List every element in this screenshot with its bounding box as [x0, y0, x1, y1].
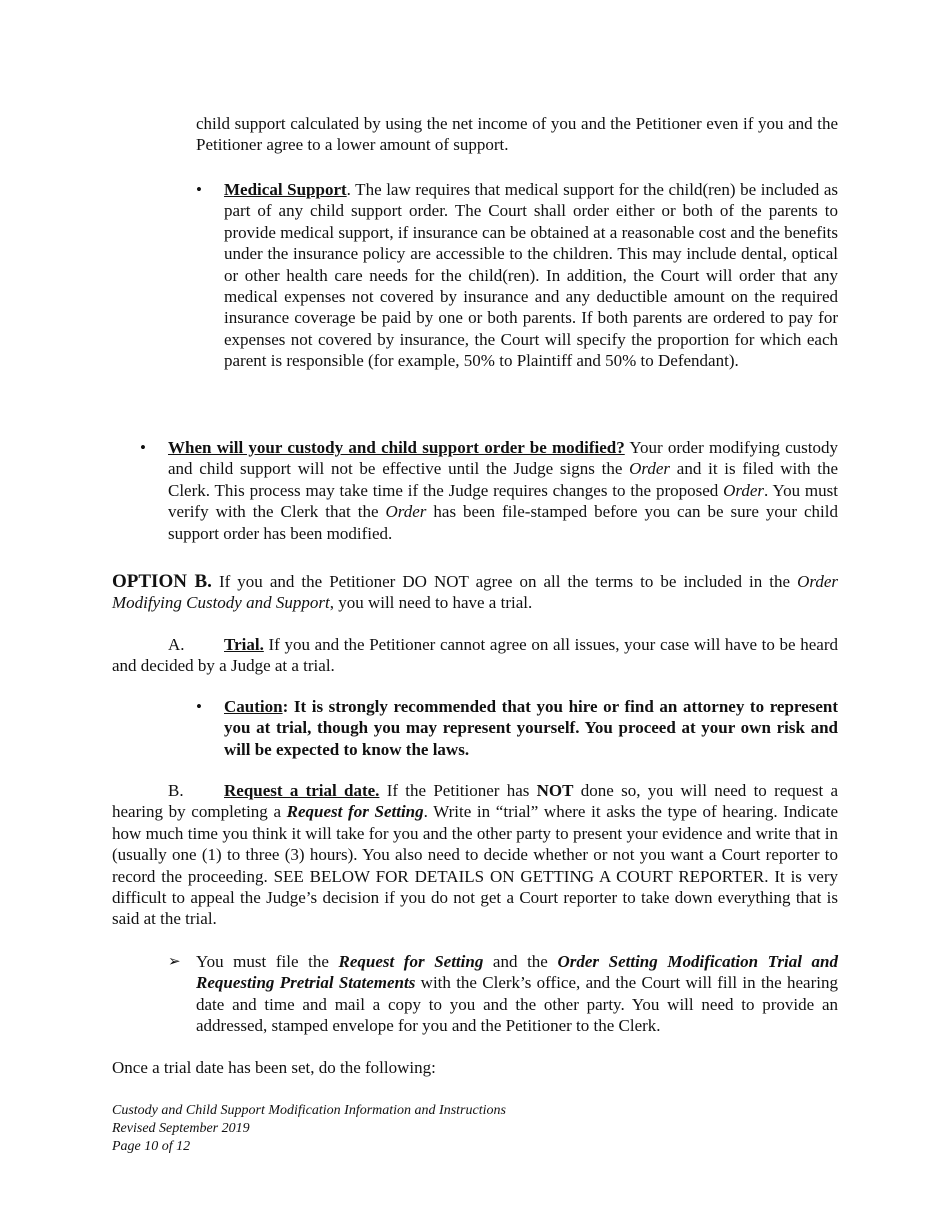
caution-paragraph: Caution: It is strongly recommended that you hire or find an attorney to represent you at trial, though you may represent yourself. You proceed at your own risk and will be expected to know the laws. — [224, 697, 838, 759]
section-b-letter: B. — [168, 781, 184, 800]
section-b-paragraph: Request a trial date. If the Petitioner has NOT done so, you will need to request a hearing by completing a Request for Setting. Write in “trial” where it asks the type of hearing. Indicate how much time you think it will take for you and the other party to present your evidence and write that in (usually one (1) to three (3) hours). You also need to decide whether or not you want a Court reporter to record the proceeding. SEE BELOW FOR DETAILS ON GETTING A COURT REPORTER. It is very difficult to appeal the Judge’s decision if you do not get a Court reporter to take down everything that is said at the trial. — [112, 781, 838, 929]
file-note-paragraph: You must file the Request for Setting and the Order Setting Modification Trial and Requesting Pretrial Statements with the Clerk’s office, and the Court will fill in the hearing date and time and mail a copy to you and the other party. You will need to provide an addressed, stamped envelope for you and the Petitioner to the Clerk. — [196, 952, 839, 1036]
footer-title: Custody and Child Support Modification Information and Instructions — [112, 1103, 506, 1118]
section-a-paragraph: Trial. If you and the Petitioner cannot agree on all issues, your case will have to be heard and decided by a Judge at a trial. — [112, 635, 838, 676]
bullet-modified: • — [140, 438, 146, 457]
footer-revision: Revised September 2019 — [112, 1121, 250, 1136]
order-modified-paragraph: When will your custody and child support order be modified? Your order modifying custody and child support will not be effective until the Judge signs the Order and it is filed with the Clerk. This process may take time if the Judge requires changes to the proposed Order. You must verify with the Clerk that the Order has been file-stamped before you can be sure your child support order has been modified. — [168, 438, 838, 543]
caution-heading: Caution — [224, 697, 283, 716]
page-footer — [112, 1102, 506, 1156]
request-trial-date-heading: Request a trial date. — [224, 781, 380, 800]
option-b-heading: OPTION B. — [112, 571, 212, 592]
medical-support-heading: Medical Support — [224, 180, 347, 199]
section-a-letter: A. — [168, 635, 185, 654]
bullet-caution: • — [196, 697, 202, 716]
intro-paragraph: child support calculated by using the net income of you and the Petitioner even if you and the Petitioner agree to a lower amount of support. — [196, 114, 838, 155]
closing-line: Once a trial date has been set, do the following: — [112, 1058, 436, 1077]
trial-heading: Trial. — [224, 635, 264, 654]
medical-support-paragraph: Medical Support. The law requires that medical support for the child(ren) be included as part of any child support order. The Court shall order either or both of the parents to provide medical support, if insurance can be obtained at a reasonable cost and the benefits under the insurance policy are accessible to the children. This may include dental, optical or other health care needs for the child(ren). In addition, the Court will order that any medical expenses not covered by insurance and any deductible amount on the required insurance coverage be paid by one or both parents. If both parents are ordered to pay for expenses not covered by insurance, the Court will specify the proportion for which each parent is responsible (for example, 50% to Plaintiff and 50% to Defendant). — [224, 180, 839, 371]
arrow-bullet-icon: ➢ — [168, 952, 181, 970]
footer-page-number: Page 10 of 12 — [112, 1139, 191, 1154]
option-b-paragraph: OPTION B. If you and the Petitioner DO NOT agree on all the terms to be included in the Order Modifying Custody and Support, you will need to have a trial. — [112, 571, 839, 613]
order-modified-heading: When will your custody and child support order be modified? — [168, 438, 625, 457]
bullet-medical: • — [196, 180, 202, 199]
